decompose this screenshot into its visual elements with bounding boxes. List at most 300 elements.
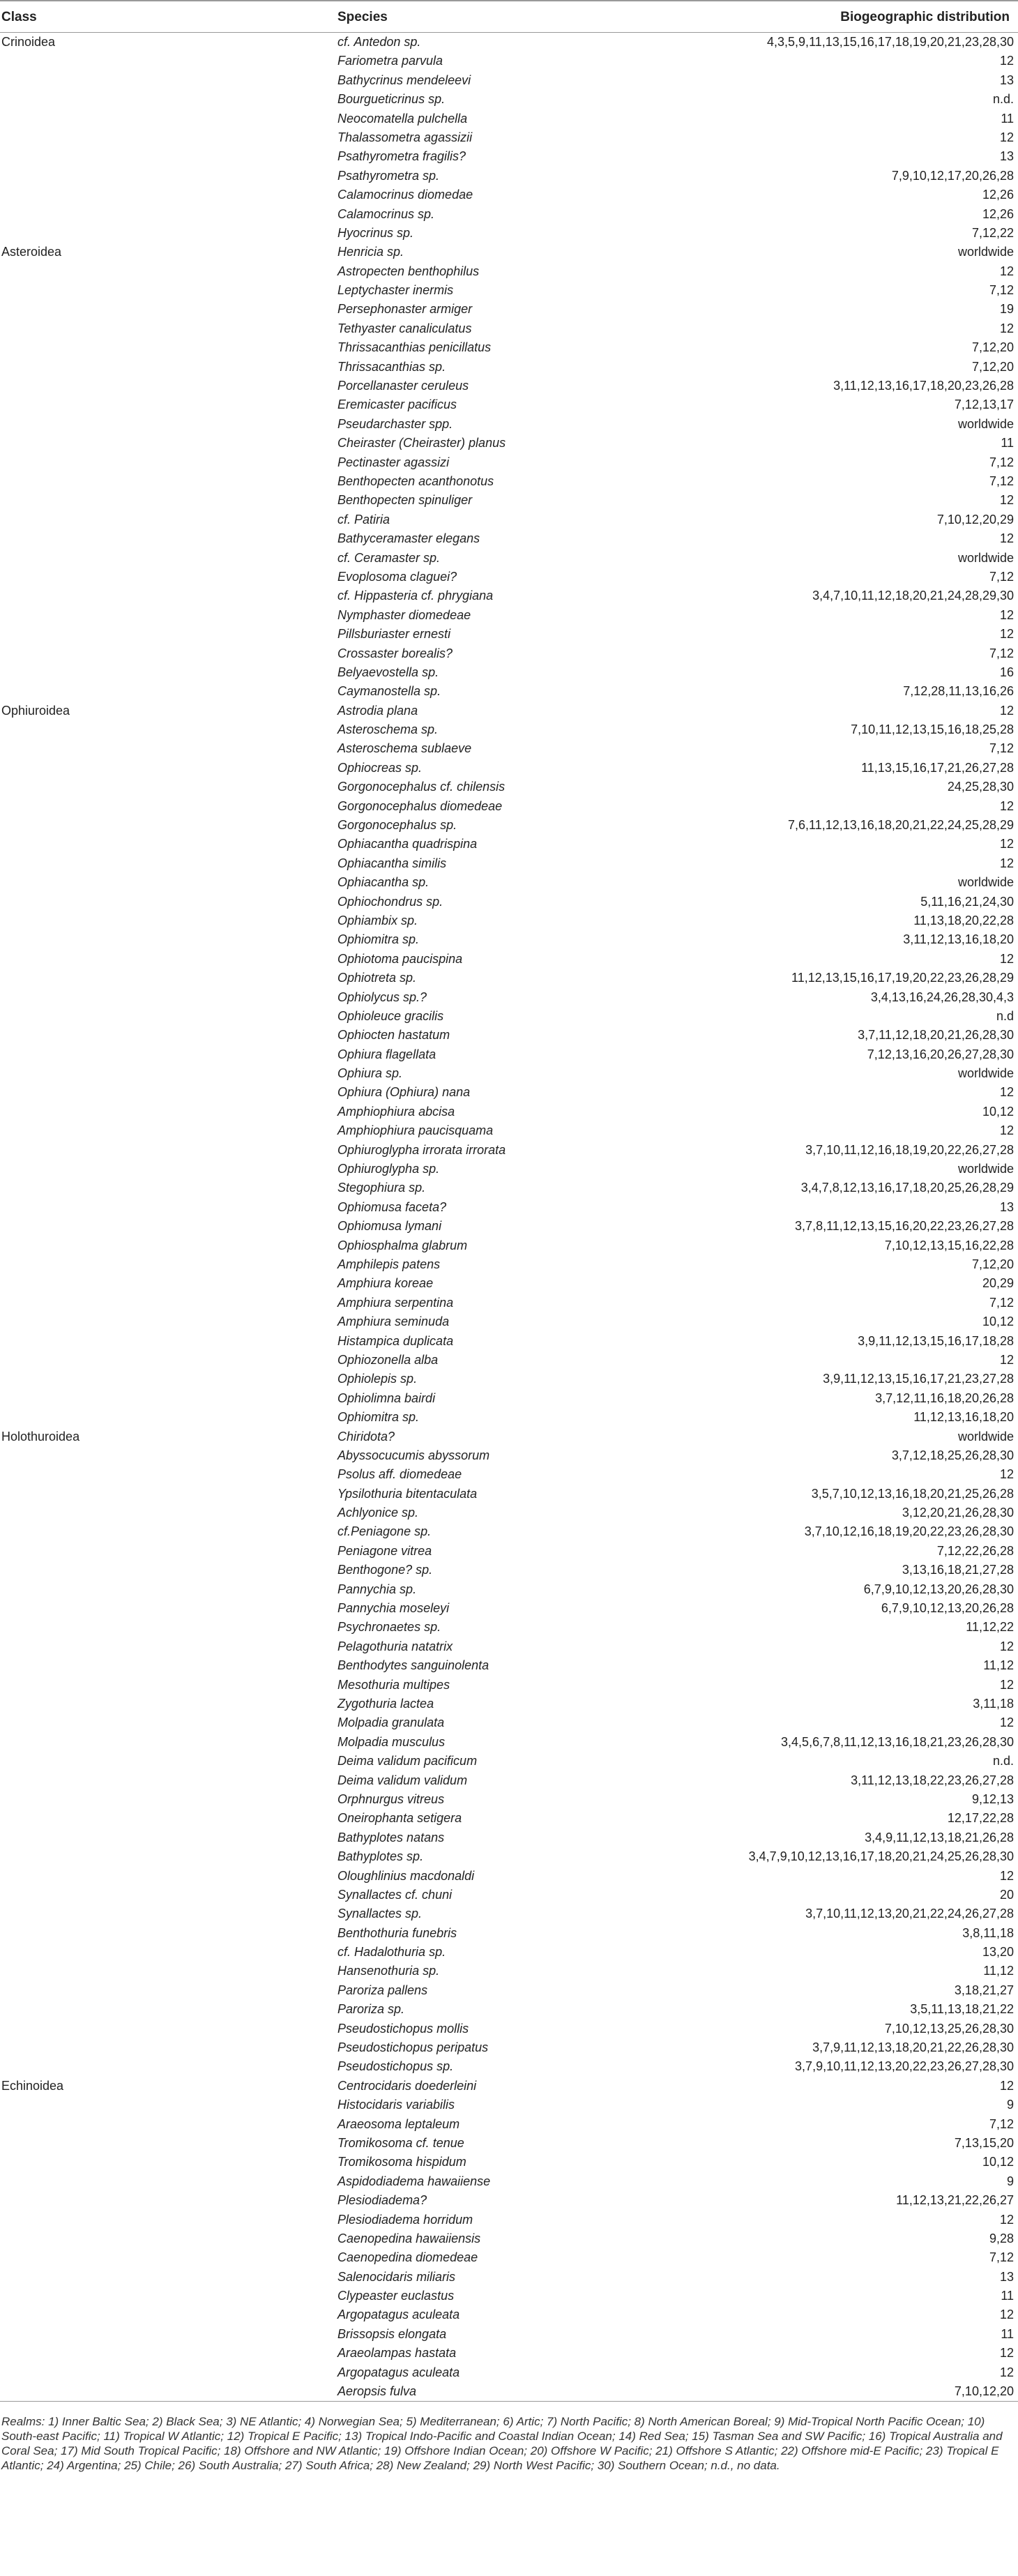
table-row	[0, 472, 1018, 491]
distribution-cell: 3,7,10,12,16,18,19,20,22,23,26,28,30	[804, 1524, 1014, 1539]
species-cell: Molpadia musculus	[337, 1734, 446, 1749]
class-cell	[0, 1771, 335, 1790]
species-cell: Cheiraster (Cheiraster) planus	[337, 436, 506, 450]
table-row	[0, 2096, 1018, 2114]
table-row	[0, 1408, 1018, 1427]
distribution-cell: 12	[999, 837, 1014, 851]
table-row	[0, 2344, 1018, 2363]
species-cell: Amphiophiura paucisquama	[337, 1123, 494, 1138]
class-cell	[0, 911, 335, 930]
table-row	[0, 1255, 1018, 1274]
table-row	[0, 1465, 1018, 1484]
class-cell	[0, 2020, 335, 2038]
distribution-cell: 7,12	[989, 473, 1014, 488]
species-cell: Synallactes sp.	[337, 1907, 423, 1921]
class-cell	[0, 2096, 335, 2114]
species-cell: Hyocrinus sp.	[337, 225, 414, 240]
class-cell	[0, 2382, 335, 2402]
distribution-cell: worldwide	[957, 416, 1014, 431]
distribution-cell: 13	[999, 1199, 1014, 1214]
species-cell: Paroriza sp.	[337, 2002, 405, 2017]
table-row	[0, 395, 1018, 414]
species-cell: Thalassometra agassizii	[337, 130, 473, 144]
class-cell	[0, 434, 335, 453]
class-cell	[0, 2153, 335, 2172]
species-cell: Bathycrinus mendeleevi	[337, 73, 471, 87]
species-cell: Pillsburiaster ernesti	[337, 627, 451, 642]
species-cell: Zygothuria lactea	[337, 1696, 434, 1711]
distribution-cell: 9,28	[989, 2231, 1014, 2245]
class-cell	[0, 778, 335, 796]
distribution-cell: 11,12	[983, 1658, 1014, 1673]
table-row	[0, 1790, 1018, 1809]
distribution-cell: 5,11,16,21,24,30	[920, 894, 1014, 909]
class-cell	[0, 1255, 335, 1274]
species-cell: Centrocidaris doederleini	[337, 2078, 477, 2093]
species-cell: Brissopsis elongata	[337, 2326, 447, 2341]
class-cell	[0, 1160, 335, 1179]
distribution-cell: 7,10,11,12,13,15,16,18,25,28	[851, 722, 1014, 737]
species-cell: Caenopedina diomedeae	[337, 2250, 478, 2265]
table-row	[0, 586, 1018, 605]
species-cell: Psychronaetes sp.	[337, 1620, 441, 1635]
distribution-cell: worldwide	[957, 1066, 1014, 1081]
species-cell: cf. Antedon sp.	[337, 35, 421, 49]
table-row	[0, 2115, 1018, 2134]
class-cell	[0, 1599, 335, 1618]
species-cell: Henricia sp.	[337, 245, 404, 259]
class-cell	[0, 586, 335, 605]
distribution-cell: 7,12	[989, 2116, 1014, 2131]
distribution-cell: 12	[999, 951, 1014, 966]
distribution-cell: 4,3,5,9,11,13,15,16,17,18,19,20,21,23,28,30	[767, 35, 1014, 49]
class-cell	[0, 167, 335, 185]
table-row	[0, 1160, 1018, 1179]
distribution-cell: 3,4,7,10,11,12,18,20,21,24,28,29,30	[812, 589, 1014, 603]
class-cell	[0, 529, 335, 548]
species-cell: Fariometra parvula	[337, 54, 443, 68]
distribution-cell: 12	[999, 1085, 1014, 1100]
distribution-cell: 11	[1001, 2289, 1014, 2303]
species-cell: Ophiocreas sp.	[337, 760, 423, 775]
species-cell: Oneirophanta setigera	[337, 1811, 462, 1826]
class-cell	[0, 930, 335, 949]
table-row	[0, 1312, 1018, 1331]
species-cell: Deima validum pacificum	[337, 1754, 478, 1768]
distribution-cell: 3,7,12,11,16,18,20,26,28	[875, 1391, 1014, 1405]
distribution-cell: worldwide	[957, 1162, 1014, 1176]
class-cell	[0, 625, 335, 644]
class-cell	[0, 128, 335, 147]
species-cell: Argopatagus aculeata	[337, 2308, 460, 2322]
class-cell	[0, 2287, 335, 2305]
class-cell	[0, 109, 335, 128]
table-row	[0, 1007, 1018, 1026]
table-row	[0, 224, 1018, 243]
class-cell	[0, 2268, 335, 2287]
distribution-cell: 11	[1001, 436, 1014, 450]
distribution-cell: 11	[1001, 111, 1014, 126]
table-row	[0, 1198, 1018, 1217]
table-row	[0, 1045, 1018, 1064]
species-cell: Bourgueticrinus sp.	[337, 92, 446, 107]
species-cell: Molpadia granulata	[337, 1715, 445, 1730]
class-cell	[0, 319, 335, 338]
species-cell: Bathyplotes natans	[337, 1830, 445, 1844]
distribution-cell: 12,17,22,28	[947, 1811, 1014, 1826]
class-cell	[0, 816, 335, 835]
table-row	[0, 2057, 1018, 2076]
distribution-cell: 12,26	[982, 188, 1014, 202]
class-cell	[0, 1828, 335, 1847]
species-cell: Eremicaster pacificus	[337, 397, 457, 412]
species-cell: Ophiomitra sp.	[337, 1410, 420, 1425]
class-cell	[0, 1179, 335, 1197]
class-cell	[0, 739, 335, 758]
class-cell	[0, 2211, 335, 2229]
species-cell: Astrodia plana	[337, 703, 418, 718]
species-cell: Ophiacantha sp.	[337, 875, 430, 890]
species-cell: Ophiotoma paucispina	[337, 951, 463, 966]
species-cell: Thrissacanthias penicillatus	[337, 340, 492, 355]
distribution-cell: 20	[999, 1887, 1014, 1902]
table-row	[0, 1943, 1018, 1962]
species-cell: Ophiura sp.	[337, 1066, 403, 1081]
species-cell: Aeropsis fulva	[335, 2382, 697, 2402]
species-cell: Bathyceramaster elegans	[337, 531, 480, 546]
species-cell: Ophiura (Ophiura) nana	[337, 1085, 471, 1100]
table-row	[0, 1618, 1018, 1637]
class-cell	[0, 969, 335, 987]
class-cell	[0, 1809, 335, 1828]
distribution-cell: 3,4,5,6,7,8,11,12,13,16,18,21,23,26,28,30	[781, 1734, 1014, 1749]
distribution-cell: 9	[1006, 2098, 1014, 2112]
species-cell: Gorgonocephalus cf. chilensis	[337, 780, 506, 794]
class-cell	[0, 1217, 335, 1236]
distribution-cell: 7,6,11,12,13,16,18,20,21,22,24,25,28,29	[788, 818, 1014, 833]
distribution-cell: 7,12	[989, 2250, 1014, 2265]
table-row	[0, 911, 1018, 930]
table-row	[0, 1695, 1018, 1713]
distribution-cell: 7,12	[989, 283, 1014, 298]
distribution-cell: 12	[999, 703, 1014, 718]
species-cell: Benthopecten acanthonotus	[337, 473, 494, 488]
class-cell	[0, 472, 335, 491]
species-cell: Benthodytes sanguinolenta	[337, 1658, 489, 1673]
distribution-cell: 13,20	[982, 1945, 1014, 1960]
class-cell	[0, 377, 335, 395]
class-cell	[0, 1924, 335, 1943]
species-cell: cf. Hippasteria cf. phrygiana	[337, 589, 494, 603]
distribution-cell: 12	[999, 2078, 1014, 2093]
distribution-cell: 10,12	[982, 1104, 1014, 1119]
distribution-cell: 16	[999, 665, 1014, 679]
class-cell	[0, 1790, 335, 1809]
class-cell	[0, 300, 335, 319]
table-row	[0, 1886, 1018, 1904]
class-cell	[0, 2115, 335, 2134]
class-cell	[0, 1294, 335, 1312]
species-cell: Pseudostichopus mollis	[337, 2021, 469, 2036]
class-cell	[0, 1580, 335, 1599]
class-cell	[0, 1045, 335, 1064]
species-cell: Ophiuroglypha irrorata irrorata	[337, 1142, 506, 1157]
distribution-cell: 7,10,12,20,29	[936, 512, 1014, 526]
class-cell	[0, 1274, 335, 1293]
table-row	[0, 1389, 1018, 1408]
distribution-cell: 12	[999, 493, 1014, 508]
class-cell: Echinoidea	[1, 2078, 64, 2093]
class-cell	[0, 510, 335, 529]
distribution-cell: 3,7,10,11,12,16,18,19,20,22,26,27,28	[805, 1142, 1014, 1157]
table-row	[0, 816, 1018, 835]
distribution-cell: 3,18,21,27	[954, 1983, 1014, 1997]
distribution-cell: 3,11,12,13,16,17,18,20,23,26,28	[833, 379, 1014, 393]
distribution-cell: 11	[1001, 2326, 1014, 2341]
class-cell	[0, 2325, 335, 2344]
table-row	[0, 739, 1018, 758]
species-cell: Synallactes cf. chuni	[337, 1887, 453, 1902]
class-cell	[0, 720, 335, 739]
class-cell	[0, 1962, 335, 1980]
class-cell	[0, 950, 335, 969]
table-row	[0, 262, 1018, 281]
table-row	[0, 109, 1018, 128]
distribution-cell: 11,12,13,15,16,17,19,20,22,23,26,28,29	[791, 971, 1014, 985]
table-row	[0, 1083, 1018, 1102]
distribution-cell: 3,7,10,11,12,13,20,21,22,24,26,27,28	[805, 1907, 1014, 1921]
class-cell	[0, 2344, 335, 2363]
distribution-cell: 7,12	[989, 455, 1014, 469]
species-cell: Ophiolepis sp.	[337, 1372, 418, 1386]
table-row	[0, 663, 1018, 682]
species-cell: cf.Peniagone sp.	[337, 1524, 432, 1539]
species-cell: Psathyrometra sp.	[337, 168, 440, 183]
table-row	[0, 1867, 1018, 1886]
distribution-cell: 7,12,13,17	[954, 397, 1014, 412]
distribution-cell: 12	[999, 1868, 1014, 1883]
table-row	[0, 2191, 1018, 2210]
class-cell	[0, 262, 335, 281]
species-cell: Histampica duplicata	[337, 1333, 454, 1348]
distribution-cell: 7,12	[989, 646, 1014, 660]
class-cell: Crinoidea	[1, 35, 56, 49]
table-row	[0, 682, 1018, 701]
table-row	[0, 988, 1018, 1007]
distribution-cell: 7,12	[989, 741, 1014, 756]
distribution-cell: 3,7,9,10,11,12,13,20,22,23,26,27,28,30	[795, 2059, 1014, 2074]
table-row	[0, 2211, 1018, 2229]
class-cell	[0, 453, 335, 472]
distribution-cell: 12	[999, 1352, 1014, 1367]
class-cell	[0, 281, 335, 300]
table-row	[0, 1485, 1018, 1503]
species-cell: Amphiura serpentina	[337, 1295, 454, 1310]
distribution-cell: 7,12,13,16,20,26,27,28,30	[867, 1047, 1014, 1061]
species-cell: Pectinaster agassizi	[337, 455, 450, 469]
distribution-cell: 12	[999, 130, 1014, 144]
distribution-cell: 12	[999, 627, 1014, 642]
table-row	[0, 2382, 1018, 2402]
class-cell	[0, 395, 335, 414]
distribution-cell: 6,7,9,10,12,13,20,26,28	[881, 1601, 1014, 1616]
class-cell	[0, 52, 335, 70]
table-row	[0, 549, 1018, 568]
species-cell: Psathyrometra fragilis?	[337, 149, 466, 164]
class-cell: Asteroidea	[1, 245, 62, 259]
species-cell: Ophiosphalma glabrum	[337, 1238, 468, 1252]
class-cell	[0, 797, 335, 816]
species-cell: Clypeaster euclastus	[337, 2289, 455, 2303]
table-row	[0, 510, 1018, 529]
class-cell	[0, 2172, 335, 2191]
table-row	[0, 319, 1018, 338]
distribution-cell: 7,10,12,20	[697, 2382, 1018, 2402]
distribution-cell: 12	[999, 856, 1014, 870]
distribution-cell: 12,26	[982, 206, 1014, 221]
table-row	[0, 1427, 1018, 1446]
table-row	[0, 2153, 1018, 2172]
species-cell: Ophiolycus sp.?	[337, 990, 427, 1004]
species-cell: Bathyplotes sp.	[337, 1849, 424, 1864]
species-cell: Astropecten benthophilus	[337, 264, 480, 278]
table-row	[0, 1542, 1018, 1561]
species-cell: cf. Hadalothuria sp.	[337, 1945, 446, 1960]
table-row	[0, 778, 1018, 796]
table-row	[0, 759, 1018, 778]
class-cell	[0, 205, 335, 224]
class-cell	[0, 1064, 335, 1083]
class-cell	[0, 1847, 335, 1866]
distribution-cell: 7,12,28,11,13,16,26	[903, 684, 1014, 699]
species-cell: Chiridota?	[337, 1429, 395, 1444]
table-row	[0, 1064, 1018, 1083]
table-row	[0, 243, 1018, 262]
class-cell	[0, 1465, 335, 1484]
table-row	[0, 950, 1018, 969]
class-cell	[0, 90, 335, 109]
species-cell: Asteroschema sp.	[337, 722, 439, 737]
distribution-cell: 10,12	[982, 2155, 1014, 2169]
class-cell	[0, 1103, 335, 1121]
table-row	[0, 415, 1018, 434]
distribution-cell: 7,10,12,13,25,26,28,30	[884, 2021, 1014, 2036]
class-cell	[0, 415, 335, 434]
class-cell	[0, 147, 335, 166]
distribution-cell: 6,7,9,10,12,13,20,26,28,30	[863, 1582, 1014, 1596]
table-row	[0, 2077, 1018, 2096]
class-cell	[0, 1943, 335, 1962]
class-cell	[0, 1542, 335, 1561]
species-cell: Gorgonocephalus sp.	[337, 818, 457, 833]
distribution-cell: 3,7,11,12,18,20,21,26,28,30	[858, 1028, 1014, 1043]
table-row	[0, 1580, 1018, 1599]
species-cell: Amphilepis patens	[337, 1257, 441, 1271]
table-row	[0, 1274, 1018, 1293]
distribution-cell: 12	[999, 2212, 1014, 2227]
species-cell: Porcellanaster ceruleus	[337, 379, 469, 393]
class-cell	[0, 663, 335, 682]
class-cell	[0, 835, 335, 854]
header-distribution: Biogeographic distribution	[697, 1, 1018, 33]
species-cell: Ophiocten hastatum	[337, 1028, 450, 1043]
species-cell: Tethyaster canaliculatus	[337, 321, 472, 335]
class-cell	[0, 1752, 335, 1771]
class-cell	[0, 1503, 335, 1522]
species-cell: Asteroschema sublaeve	[337, 741, 472, 756]
class-cell	[0, 1485, 335, 1503]
distribution-cell: 11,12,13,21,22,26,27	[896, 2193, 1014, 2208]
distribution-cell: 3,11,12,13,16,18,20	[903, 932, 1014, 947]
class-cell	[0, 2305, 335, 2324]
class-cell	[0, 2229, 335, 2248]
distribution-cell: 11,12	[983, 1964, 1014, 1978]
distribution-cell: 13	[999, 149, 1014, 164]
table-row	[0, 33, 1018, 52]
class-cell	[0, 1236, 335, 1255]
species-cell: Crossaster borealis?	[337, 646, 453, 660]
table-row	[0, 205, 1018, 224]
table-row	[0, 606, 1018, 625]
distribution-cell: 7,12,20	[971, 340, 1014, 355]
class-cell: Holothuroidea	[1, 1429, 80, 1444]
species-cell: Caymanostella sp.	[337, 684, 441, 699]
class-cell	[0, 1121, 335, 1140]
distribution-cell: 11,12,22	[966, 1620, 1014, 1635]
distribution-cell: 3,5,7,10,12,13,16,18,20,21,25,26,28	[811, 1486, 1014, 1501]
distribution-cell: 12	[999, 2308, 1014, 2322]
species-cell: Ophiambix sp.	[337, 913, 418, 927]
table-row	[0, 2287, 1018, 2305]
table-row	[0, 2325, 1018, 2344]
table-row	[0, 720, 1018, 739]
class-cell	[0, 1618, 335, 1637]
class-cell	[0, 2057, 335, 2076]
table-row	[0, 969, 1018, 987]
table-footnote: Realms: 1) Inner Baltic Sea; 2) Black Sea; 3) NE Atlantic; 4) Norwegian Sea; 5) Mediterranean; 6) Artic; 7) North Pacific; 8) North American Boreal; 9) Mid-Tropical North Pacific Ocean; 10) South-east Pacific; 11) Tropical W Atlantic; 12) Tropical E Pacific; 13) Tropical Indo-Pacific and Coastal Indian Ocean; 14) Red Sea; 15) Tasman Sea and SW Pacific; 16) Tropical Australia and Coral Sea; 17) Mid South Tropical Pacific; 18) Offshore and NW Atlantic; 19) Offshore Indian Ocean; 20) Offshore W Pacific; 21) Offshore S Atlantic; 22) Offshore mid-E Pacific; 23) Tropical E Atlantic; 24) Argentina; 25) Chile; 26) South Australia; 27) South Africa; 28) New Zealand; 29) North West Pacific; 30) Southern Ocean; n.d., no data.	[1, 2415, 1003, 2473]
table-row	[0, 1179, 1018, 1197]
class-cell: Ophiuroidea	[1, 703, 70, 718]
species-cell: Calamocrinus sp.	[337, 206, 435, 221]
table-row	[0, 52, 1018, 70]
table-row	[0, 1217, 1018, 1236]
species-cell: Ypsilothuria bitentaculata	[337, 1486, 478, 1501]
table-row	[0, 568, 1018, 586]
class-cell	[0, 759, 335, 778]
class-cell	[0, 2191, 335, 2210]
table-row	[0, 797, 1018, 816]
species-cell: Evoplosoma claguei?	[337, 569, 457, 584]
class-cell	[0, 1867, 335, 1886]
table-body	[0, 33, 1018, 2402]
table-row	[0, 854, 1018, 873]
table-row	[0, 491, 1018, 510]
table-row	[0, 300, 1018, 319]
table-row	[0, 434, 1018, 453]
class-cell	[0, 1141, 335, 1160]
distribution-cell: 20,29	[982, 1276, 1014, 1291]
table-row	[0, 128, 1018, 147]
species-cell: Mesothuria multipes	[337, 1677, 450, 1692]
table-row	[0, 1599, 1018, 1618]
distribution-cell: 7,12,20	[971, 1257, 1014, 1271]
table-row	[0, 1522, 1018, 1541]
species-cell: Achlyonice sp.	[337, 1506, 419, 1520]
distribution-cell: 7,9,10,12,17,20,26,28	[891, 168, 1014, 183]
species-cell: Benthogone? sp.	[337, 1563, 433, 1577]
table-row	[0, 2134, 1018, 2153]
species-cell: Ophiozonella alba	[337, 1352, 439, 1367]
